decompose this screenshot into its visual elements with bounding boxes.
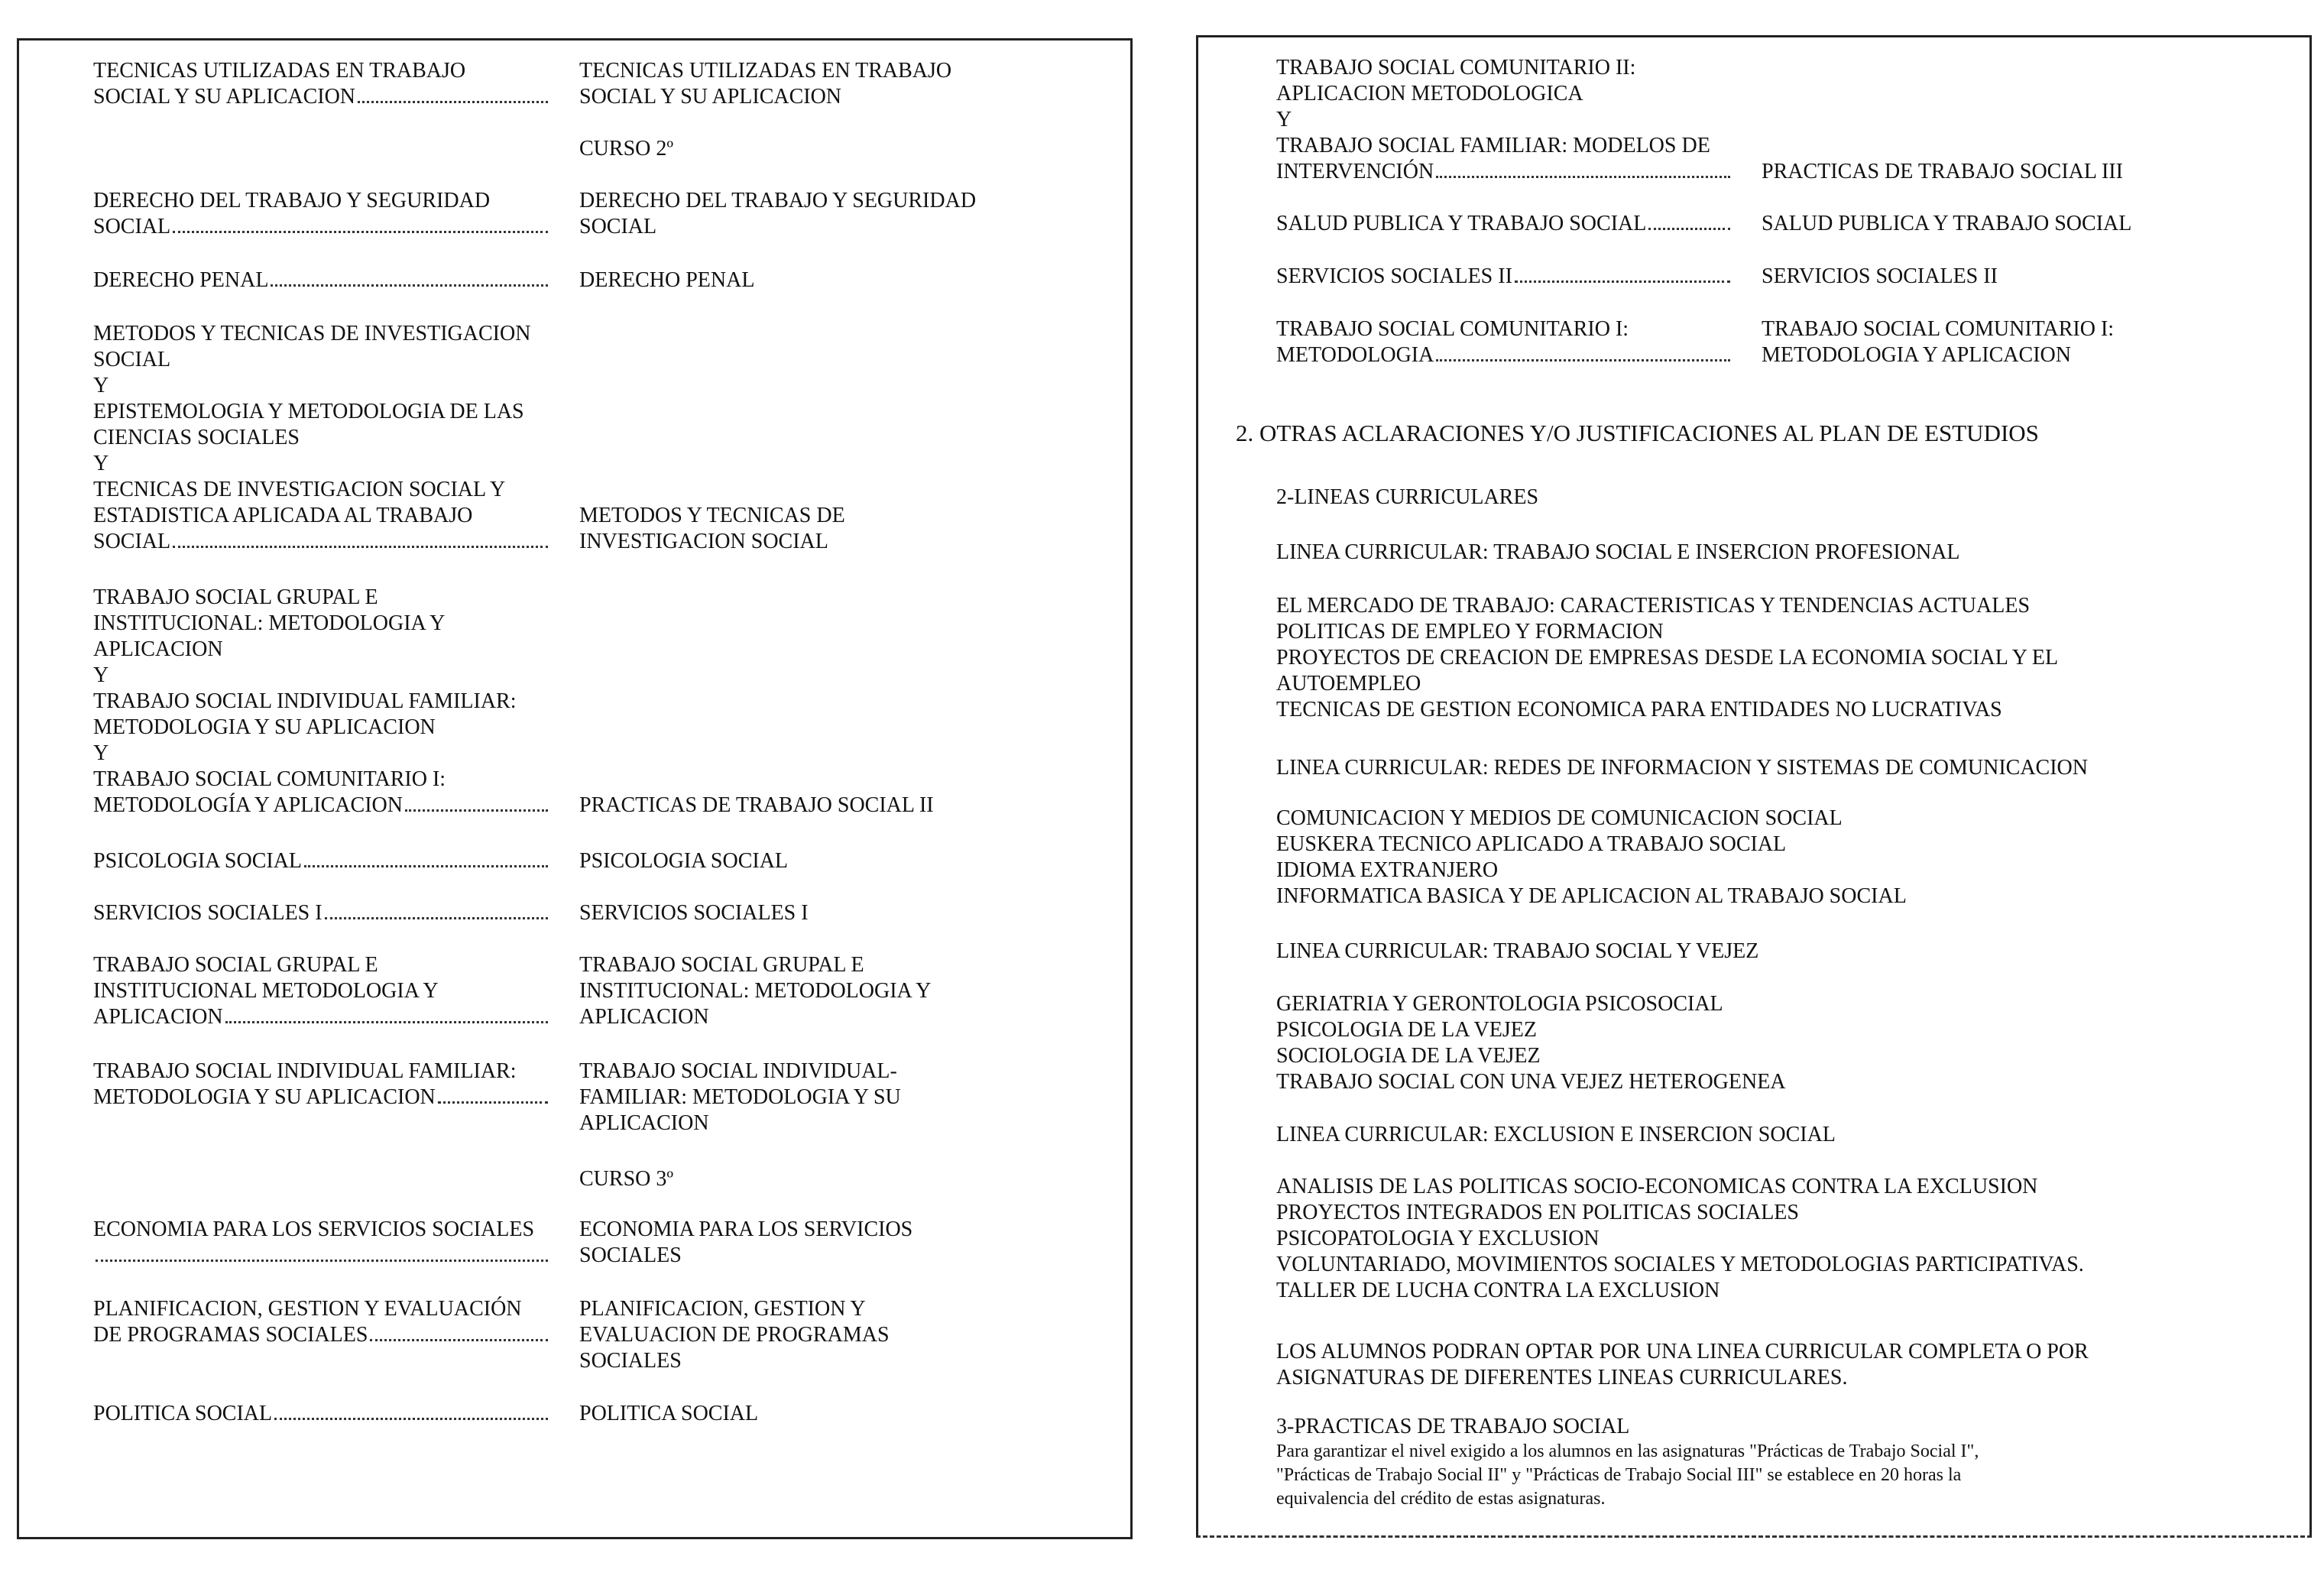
curricular-subject: [1276, 1278, 1720, 1304]
new-subject-line: [579, 1085, 901, 1110]
new-subject-line: [579, 1243, 682, 1269]
lineas-title: [1276, 485, 1538, 511]
new-subject-line-text: SOCIALES: [579, 1349, 682, 1373]
old-subject-line-text: TRABAJO SOCIAL FAMILIAR: MODELOS DE: [1276, 134, 1710, 157]
old-subject-line-text: DERECHO PENAL: [93, 268, 269, 292]
dot-leader: [173, 529, 548, 548]
old-subject-line-text: DERECHO DEL TRABAJO Y SEGURIDAD: [93, 189, 491, 212]
old-subject-line: [93, 267, 548, 293]
new-subject-line-text: METODOS Y TECNICAS DE: [579, 504, 845, 527]
lineas-title-text: 2-LINEAS CURRICULARES: [1276, 485, 1539, 509]
old-subject-line-text: INSTITUCIONAL: METODOLOGIA Y: [93, 611, 446, 635]
new-subject-line: [579, 58, 951, 84]
old-subject-line-text: METODOLOGIA Y SU APLICACION: [93, 1085, 436, 1109]
new-subject-line-text: SOCIAL Y SU APLICACION: [579, 85, 842, 109]
new-subject-line: [1762, 159, 2123, 185]
section-title-text: 2. OTRAS ACLARACIONES Y/O JUSTIFICACIONES AL PLAN DE ESTUDIOS: [1236, 420, 2039, 446]
old-subject-line-text: Y: [93, 741, 109, 765]
course-heading: [579, 136, 673, 162]
curricular-subject: [1276, 1252, 2084, 1278]
dot-leader: [325, 900, 548, 919]
old-subject-line-text: APLICACION METODOLOGICA: [1276, 82, 1583, 105]
new-subject-line-text: FAMILIAR: METODOLOGIA Y SU: [579, 1085, 901, 1109]
old-subject-line: [93, 529, 548, 555]
course-heading: [579, 1166, 673, 1192]
curricular-subject-text: IDIOMA EXTRANJERO: [1276, 858, 1499, 882]
old-subject-line: [1276, 133, 1710, 159]
old-subject-line: [93, 767, 446, 793]
old-subject-line-text: METODOLOGIA: [1276, 343, 1434, 367]
old-subject-line-text: INSTITUCIONAL METODOLOGIA Y: [93, 979, 439, 1003]
dot-leader: [304, 848, 548, 867]
option-note-text: LOS ALUMNOS PODRAN OPTAR POR UNA LINEA CURRICULAR COMPLETA O POR: [1276, 1340, 2089, 1363]
old-subject-line: [93, 477, 505, 503]
old-subject-line-text: INTERVENCIÓN: [1276, 160, 1434, 183]
old-subject-line: [1276, 81, 1583, 107]
dot-leader: [405, 793, 548, 812]
curricular-subject-text: TRABAJO SOCIAL CON UNA VEJEZ HETEROGENEA: [1276, 1070, 1786, 1094]
curricular-subject: [1276, 1226, 1600, 1252]
new-subject-line-text: ECONOMIA PARA LOS SERVICIOS: [579, 1217, 913, 1241]
old-subject-line: [93, 1401, 548, 1427]
curricular-subject-text: EL MERCADO DE TRABAJO: CARACTERISTICAS Y TENDENCIAS ACTUALES: [1276, 594, 2031, 618]
old-subject-line: [1276, 159, 1730, 185]
old-subject-line-text: SOCIAL Y SU APLICACION: [93, 85, 356, 109]
option-note-text: ASIGNATURAS DE DIFERENTES LINEAS CURRICULARES.: [1276, 1366, 1848, 1389]
curricular-subject-text: TECNICAS DE GESTION ECONOMICA PARA ENTIDADES NO LUCRATIVAS: [1276, 698, 2002, 721]
new-subject-line: [1762, 211, 2131, 237]
new-subject-line: [579, 978, 931, 1004]
curricular-subject: [1276, 697, 2002, 723]
old-subject-line-text: SOCIAL: [93, 215, 171, 238]
new-subject-line: [579, 1348, 682, 1374]
old-subject-line: [93, 84, 548, 110]
practicas-text-text: "Prácticas de Trabajo Social II" y "Prácticas de Trabajo Social III" se establece en 20 horas la: [1276, 1465, 1962, 1485]
new-subject-line-text: TRABAJO SOCIAL GRUPAL E: [579, 953, 864, 977]
new-subject-line-text: SOCIAL: [579, 215, 657, 238]
old-subject-line: [1276, 107, 1292, 133]
new-subject-line-text: INSTITUCIONAL: METODOLOGIA Y: [579, 979, 932, 1003]
old-subject-line-text: APLICACION: [93, 1005, 223, 1029]
curricular-subject: [1276, 1200, 1799, 1226]
old-subject-line: [93, 611, 445, 637]
new-subject-line: [579, 1401, 758, 1427]
old-subject-line: [93, 1004, 548, 1030]
curricular-subject: [1276, 1017, 1537, 1043]
new-subject-line: [1762, 264, 1998, 290]
old-subject-line-text: SOCIAL: [93, 530, 171, 553]
curricular-subject: [1276, 991, 1723, 1017]
old-subject-line-text: ECONOMIA PARA LOS SERVICIOS SOCIALES: [93, 1217, 535, 1241]
curricular-line-title: [1276, 1122, 1836, 1148]
old-subject-line-text: EPISTEMOLOGIA Y METODOLOGIA DE LAS: [93, 400, 524, 423]
old-subject-line: [93, 848, 548, 874]
new-subject-line-text: EVALUACION DE PROGRAMAS: [579, 1323, 890, 1347]
old-subject-line-text: METODOS Y TECNICAS DE INVESTIGACION: [93, 322, 531, 345]
curricular-line-title-text: LINEA CURRICULAR: EXCLUSION E INSERCION SOCIAL: [1276, 1123, 1836, 1146]
old-subject-line: [93, 321, 530, 347]
new-subject-line-text: SERVICIOS SOCIALES II: [1762, 264, 1998, 288]
old-subject-line-text: SERVICIOS SOCIALES I: [93, 901, 323, 925]
new-subject-line: [1762, 316, 2114, 342]
old-subject-line-text: TECNICAS DE INVESTIGACION SOCIAL Y: [93, 478, 506, 501]
old-subject-line: [93, 663, 109, 689]
new-subject-line-text: DERECHO DEL TRABAJO Y SEGURIDAD: [579, 189, 977, 212]
old-subject-line: [93, 1243, 548, 1269]
curricular-subject: [1276, 832, 1786, 858]
old-subject-line: [1276, 316, 1629, 342]
curricular-subject-text: EUSKERA TECNICO APLICADO A TRABAJO SOCIAL: [1276, 832, 1787, 856]
old-subject-line-text: TRABAJO SOCIAL COMUNITARIO I:: [1276, 317, 1629, 341]
curricular-subject-text: GERIATRIA Y GERONTOLOGIA PSICOSOCIAL: [1276, 992, 1723, 1016]
new-subject-line: [579, 188, 976, 214]
old-subject-line-text: PSICOLOGIA SOCIAL: [93, 849, 303, 873]
curricular-subject-text: POLITICAS DE EMPLEO Y FORMACION: [1276, 620, 1664, 644]
course-heading-text: CURSO 2º: [579, 137, 674, 160]
practicas-text-text: Para garantizar el nivel exigido a los alumnos en las asignaturas "Prácticas de Trabajo Social I",: [1276, 1441, 1979, 1461]
dot-leader: [96, 1243, 548, 1262]
option-note: [1276, 1365, 1847, 1391]
course-heading-text: CURSO 3º: [579, 1167, 674, 1191]
old-subject-line: [93, 689, 517, 715]
old-subject-line: [93, 952, 378, 978]
old-subject-line: [93, 715, 436, 741]
dot-leader: [1436, 342, 1730, 362]
new-subject-line-text: APLICACION: [579, 1111, 709, 1135]
old-subject-line-text: TRABAJO SOCIAL COMUNITARIO II:: [1276, 56, 1636, 79]
new-subject-line: [579, 529, 828, 555]
new-subject-line: [579, 503, 845, 529]
old-subject-line-text: TECNICAS UTILIZADAS EN TRABAJO: [93, 59, 466, 83]
new-subject-line: [579, 793, 934, 819]
old-subject-line-text: Y: [1276, 108, 1292, 131]
old-subject-line: [93, 978, 439, 1004]
new-subject-line-text: SOCIALES: [579, 1243, 682, 1267]
option-note: [1276, 1339, 2089, 1365]
old-subject-line: [93, 1296, 522, 1322]
old-subject-line-text: TRABAJO SOCIAL GRUPAL E: [93, 585, 378, 609]
old-subject-line-text: TRABAJO SOCIAL GRUPAL E: [93, 953, 378, 977]
curricular-line-title-text: LINEA CURRICULAR: TRABAJO SOCIAL Y VEJEZ: [1276, 939, 1759, 963]
old-subject-line-text: SERVICIOS SOCIALES II: [1276, 264, 1512, 288]
dot-leader: [1436, 159, 1730, 178]
old-subject-line: [93, 425, 300, 451]
new-subject-line-text: TRABAJO SOCIAL INDIVIDUAL-: [579, 1059, 897, 1083]
curricular-subject: [1276, 1069, 1786, 1095]
new-subject-line: [579, 1004, 709, 1030]
new-subject-line: [579, 952, 864, 978]
dot-leader: [370, 1322, 548, 1341]
curricular-subject-text: PSICOPATOLOGIA Y EXCLUSION: [1276, 1227, 1600, 1250]
curricular-subject-text: SOCIOLOGIA DE LA VEJEZ: [1276, 1044, 1541, 1068]
dot-leader: [358, 84, 548, 103]
dot-leader: [1515, 264, 1730, 283]
old-subject-line: [93, 1059, 517, 1085]
curricular-line-title: [1276, 540, 1960, 566]
old-subject-line: [93, 637, 223, 663]
old-subject-line: [93, 900, 548, 926]
old-subject-line: [93, 793, 548, 819]
old-subject-line: [93, 399, 524, 425]
new-subject-line-text: TECNICAS UTILIZADAS EN TRABAJO: [579, 59, 952, 83]
curricular-subject-text: COMUNICACION Y MEDIOS DE COMUNICACION SOCIAL: [1276, 806, 1843, 830]
new-subject-line-text: INVESTIGACION SOCIAL: [579, 530, 828, 553]
new-subject-line-text: PRACTICAS DE TRABAJO SOCIAL III: [1762, 160, 2123, 183]
curricular-subject-text: INFORMATICA BASICA Y DE APLICACION AL TRABAJO SOCIAL: [1276, 884, 1907, 908]
old-subject-line-text: DE PROGRAMAS SOCIALES: [93, 1323, 368, 1347]
old-subject-line: [1276, 211, 1730, 237]
old-subject-line: [1276, 55, 1635, 81]
old-subject-line: [93, 214, 548, 240]
curricular-line-title: [1276, 755, 2088, 781]
curricular-subject: [1276, 806, 1843, 832]
old-subject-line-text: CIENCIAS SOCIALES: [93, 426, 300, 449]
new-subject-line: [579, 267, 754, 293]
practicas-text-text: equivalencia del crédito de estas asignaturas.: [1276, 1489, 1606, 1509]
new-subject-line: [579, 1217, 912, 1243]
curricular-subject: [1276, 858, 1498, 884]
practicas-text: [1276, 1487, 1606, 1510]
curricular-subject-text: PSICOLOGIA DE LA VEJEZ: [1276, 1018, 1537, 1042]
old-subject-line: [1276, 264, 1730, 290]
old-subject-line: [93, 585, 378, 611]
old-subject-line-text: APLICACION: [93, 637, 223, 661]
old-subject-line: [93, 503, 472, 529]
new-subject-line-text: PSICOLOGIA SOCIAL: [579, 849, 789, 873]
curricular-subject: [1276, 1174, 2037, 1200]
new-subject-line-text: DERECHO PENAL: [579, 268, 755, 292]
new-subject-line-text: SERVICIOS SOCIALES I: [579, 901, 809, 925]
old-subject-line: [93, 1322, 548, 1348]
new-subject-line: [579, 900, 809, 926]
old-subject-line-text: PLANIFICACION, GESTION Y EVALUACIÓN: [93, 1297, 522, 1321]
curricular-subject: [1276, 645, 2058, 671]
old-subject-line: [93, 1085, 548, 1110]
new-subject-line: [579, 214, 656, 240]
old-subject-line: [93, 373, 109, 399]
old-subject-line-text: ESTADISTICA APLICADA AL TRABAJO: [93, 504, 473, 527]
right-page-frame: [1196, 35, 2312, 1538]
curricular-line-title: [1276, 939, 1758, 965]
dot-leader: [1648, 211, 1730, 230]
dot-leader: [173, 214, 548, 233]
old-subject-line: [93, 451, 109, 477]
new-subject-line: [579, 84, 841, 110]
curricular-subject: [1276, 884, 1907, 909]
old-subject-line: [93, 347, 170, 373]
old-subject-line: [1276, 342, 1730, 368]
curricular-subject-text: AUTOEMPLEO: [1276, 672, 1421, 695]
new-subject-line-text: METODOLOGIA Y APLICACION: [1762, 343, 2071, 367]
new-subject-line-text: APLICACION: [579, 1005, 709, 1029]
new-subject-line: [579, 1322, 890, 1348]
new-subject-line-text: SALUD PUBLICA Y TRABAJO SOCIAL: [1762, 212, 2132, 235]
old-subject-line-text: METODOLOGÍA Y APLICACION: [93, 793, 403, 817]
new-subject-line: [579, 1059, 897, 1085]
old-subject-line-text: Y: [93, 452, 109, 475]
old-subject-line-text: TRABAJO SOCIAL COMUNITARIO I:: [93, 767, 446, 791]
new-subject-line: [579, 1110, 709, 1136]
new-subject-line: [1762, 342, 2071, 368]
new-subject-line-text: PRACTICAS DE TRABAJO SOCIAL II: [579, 793, 934, 817]
old-subject-line-text: TRABAJO SOCIAL INDIVIDUAL FAMILIAR:: [93, 1059, 517, 1083]
curricular-subject: [1276, 1043, 1541, 1069]
practicas-title-text: 3-PRACTICAS DE TRABAJO SOCIAL: [1276, 1415, 1630, 1438]
old-subject-line-text: SALUD PUBLICA Y TRABAJO SOCIAL: [1276, 212, 1647, 235]
old-subject-line: [93, 58, 465, 84]
practicas-text: [1276, 1464, 1961, 1487]
old-subject-line-text: POLITICA SOCIAL: [93, 1402, 273, 1425]
dot-leader: [271, 267, 548, 287]
old-subject-line-text: Y: [93, 374, 109, 397]
curricular-subject: [1276, 619, 1664, 645]
new-subject-line: [579, 1296, 866, 1322]
new-subject-line-text: TRABAJO SOCIAL COMUNITARIO I:: [1762, 317, 2115, 341]
curricular-subject: [1276, 593, 2030, 619]
curricular-line-title-text: LINEA CURRICULAR: TRABAJO SOCIAL E INSERCION PROFESIONAL: [1276, 540, 1960, 564]
old-subject-line-text: Y: [93, 663, 109, 687]
new-subject-line-text: PLANIFICACION, GESTION Y: [579, 1297, 866, 1321]
new-subject-line: [579, 848, 788, 874]
curricular-subject-text: PROYECTOS DE CREACION DE EMPRESAS DESDE LA ECONOMIA SOCIAL Y EL: [1276, 646, 2059, 670]
curricular-subject-text: PROYECTOS INTEGRADOS EN POLITICAS SOCIALES: [1276, 1201, 1799, 1224]
old-subject-line: [93, 1217, 534, 1243]
practicas-text: [1276, 1440, 1979, 1463]
practicas-title: [1276, 1414, 1629, 1440]
dot-leader: [225, 1004, 548, 1023]
curricular-subject: [1276, 671, 1421, 697]
curricular-subject-text: ANALISIS DE LAS POLITICAS SOCIO-ECONOMICAS CONTRA LA EXCLUSION: [1276, 1175, 2038, 1198]
old-subject-line: [93, 741, 109, 767]
curricular-subject-text: TALLER DE LUCHA CONTRA LA EXCLUSION: [1276, 1279, 1720, 1302]
old-subject-line-text: TRABAJO SOCIAL INDIVIDUAL FAMILIAR:: [93, 689, 517, 713]
curricular-subject-text: VOLUNTARIADO, MOVIMIENTOS SOCIALES Y METODOLOGIAS PARTICIPATIVAS.: [1276, 1253, 2084, 1276]
old-subject-line-text: METODOLOGIA Y SU APLICACION: [93, 715, 436, 739]
curricular-line-title-text: LINEA CURRICULAR: REDES DE INFORMACION Y SISTEMAS DE COMUNICACION: [1276, 756, 2088, 780]
old-subject-line: [93, 188, 490, 214]
old-subject-line-text: SOCIAL: [93, 348, 171, 371]
dot-leader: [438, 1085, 548, 1104]
dot-leader: [274, 1401, 548, 1420]
new-subject-line-text: POLITICA SOCIAL: [579, 1402, 759, 1425]
section-title: [1236, 419, 2039, 448]
